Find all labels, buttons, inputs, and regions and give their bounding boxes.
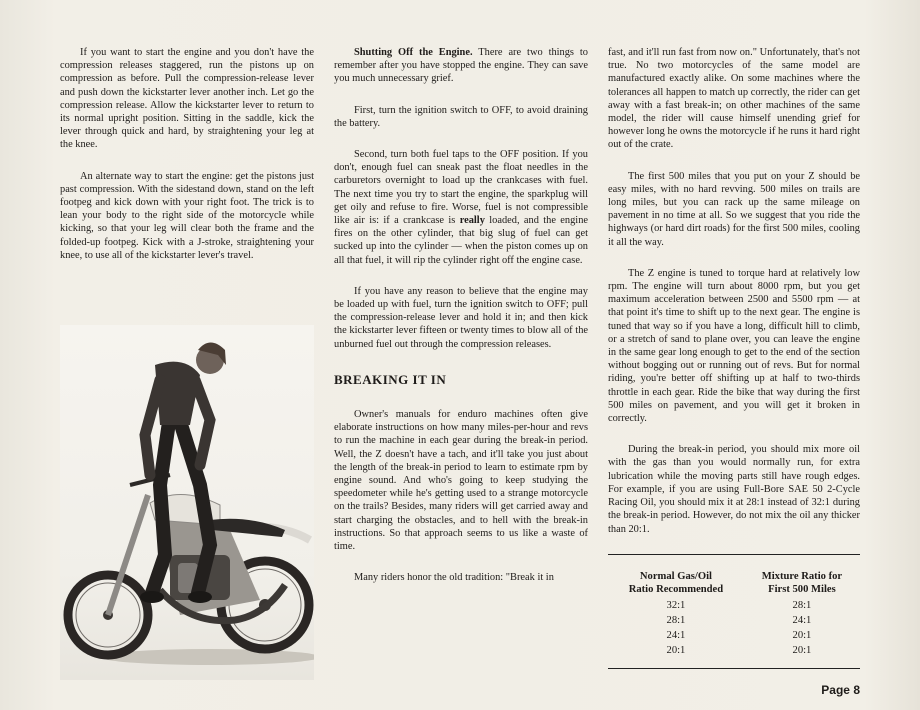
paragraph-ignition-off: First, turn the ignition switch to OFF, to avoid draining the battery.	[334, 104, 588, 129]
table-row	[608, 628, 860, 643]
paragraph-old-tradition: Many riders honor the old tradition: "Break it in	[354, 572, 554, 584]
paragraph-fuel-taps	[334, 148, 588, 267]
column-right	[608, 46, 860, 669]
table-row	[608, 613, 860, 628]
paragraph-owners-manuals: Owner's manuals for enduro machines often give elaborate instructions on how many miles-per-hour and revs to run the machine in each gear during the break-in period. Well, the Z doesn't have a tach, and it'll take you just about the length of the break-in period to learn to estimate rpm by engine sound. And who's going to keep studying the speedometer while he's getting used to a strange motorcycle on the trails? Besides, many riders will get carried away and start charging the obstacles, and to hell with the break-in instructions. So that approach seems to us like a waste of time.	[334, 409, 588, 553]
page-number: Page 8	[821, 683, 860, 697]
cell-breakin: 20:1	[792, 644, 812, 656]
table-row	[608, 643, 860, 658]
paragraph-alternate-start: An alternate way to start the engine: get the pistons just past compression. With the sidestand down, stand on the left footpeg and kick down with your right foot. The trick is to lean your body to the right side of the motorcycle while kicking, so that your leg will clear both the frame and the folded-up footpeg. Kick with a J-stroke, straightening your knee, to use all of the kickstarter lever's travel.	[60, 170, 314, 261]
header-breakin-line1: Mixture Ratio for	[761, 570, 843, 582]
runin-shutting-off: Shutting Off the Engine.	[354, 47, 473, 58]
section-heading-breaking-in: BREAKING IT IN	[334, 371, 447, 387]
fuel-taps-text-b: loaded, and the engine fires on the other cylinder, that big slug of fuel can get sucked up into the cylinder — when the piston comes up on all that fuel, it will rip the cylinder right off the engine case.	[334, 215, 588, 266]
cell-normal: 24:1	[666, 629, 686, 641]
paragraph-shutting-off-text: There are two things to remember after you have stopped the engine. They can save you much unnecessary grief.	[334, 47, 588, 85]
fuel-taps-emphasis: really	[459, 215, 485, 227]
paragraph-first-500-miles: The first 500 miles that you put on your Z should be easy miles, with no hard revving. 500 miles on trails are long miles, but you can rack up the same mileage on pavement in no time at all. So we suggest that you ride the highways (or hard dirt roads) for the first 500 miles, cooling it all the way.	[608, 170, 860, 248]
fuel-taps-text-a: Second, turn both fuel taps to the OFF position. If you don't, enough fuel can sneak past the float needles in the carburetors overnight to load up the crankcases with fuel. The next time you try to start the engine, the sparkplug will get oily and refuse to fire. Worse, fuel is not compressible like air is: if a crankcase is	[334, 149, 588, 227]
header-normal-line1: Normal Gas/Oil	[639, 570, 712, 582]
paragraph-tradition-continued: fast, and it'll run fast from now on." Unfortunately, that's not true. No two motorcycles of the same model are manufactured exactly alike. On some machines where the tolerances all happen to match up correctly, the rider can get away with a fast break-in; on other machines of the same model, the rider will cause himself unending grief for however long he owns the motorcycle if he runs it hard right out of the crate.	[608, 47, 860, 151]
header-normal-line2: Ratio Recommended	[628, 583, 724, 595]
paragraph-loaded-engine: If you have any reason to believe that the engine may be loaded up with fuel, turn the ignition switch to OFF; pull the compression-release lever and hold it in; and then kick the kickstarter lever fifteen or twenty times to blow all of the unburned fuel out through the compression releases.	[334, 285, 588, 350]
rider-photo	[60, 325, 314, 680]
motorcycle-kickstart-illustration	[60, 325, 314, 680]
header-breakin-ratio	[744, 569, 860, 598]
cell-normal: 32:1	[666, 599, 686, 611]
cell-breakin: 20:1	[792, 629, 812, 641]
column-left	[60, 46, 314, 262]
oil-ratio-table	[608, 554, 860, 669]
cell-breakin: 24:1	[792, 614, 812, 626]
table-row	[608, 598, 860, 613]
header-breakin-line2: First 500 Miles	[768, 583, 836, 595]
paragraph-staggered-start: If you want to start the engine and you don't have the compression releases staggered, run the pistons up on compression as before. Pull the compression-release lever and push down the kickstarter lever another inch. Let go the compression release. Allow the kickstarter lever to return to its normal upright position. Sitting in the saddle, kick the lever through quick and hard, by straightening your leg at the knee.	[60, 47, 314, 151]
cell-normal: 28:1	[666, 614, 686, 626]
paragraph-torque: The Z engine is tuned to torque hard at relatively low rpm. The engine will turn about 8000 rpm, but you get maximum acceleration between 2500 and 5500 rpm — at that point it's time to shift up to the next gear. The engine is tuned that way so if you have a long, difficult hill to climb, or a stretch of sand to plane over, you can leave the engine in the same gear long enough to get to the end of the section without bogging out or running out of revs. But for normal riding, you're better off shifting up at half to two-thirds throttle in each gear. Ride the bike that way during the first 500 miles on pavement, and you will get it broken in correctly.	[608, 267, 860, 425]
column-middle	[334, 46, 588, 585]
cell-normal: 20:1	[666, 644, 686, 656]
paragraph-shutting-off	[334, 46, 588, 86]
header-normal-ratio	[608, 569, 744, 598]
paragraph-oil-mix: During the break-in period, you should mix more oil with the gas than you would normally run, for extra lubrication while the moving parts still have rough edges. For example, if you are using Full-Bore SAE 50 2-Cycle Racing Oil, you should mix it at 28:1 instead of 32:1 during the break-in period. However, do not mix the oil any thicker than 20:1.	[608, 444, 860, 535]
cell-breakin: 28:1	[792, 599, 812, 611]
